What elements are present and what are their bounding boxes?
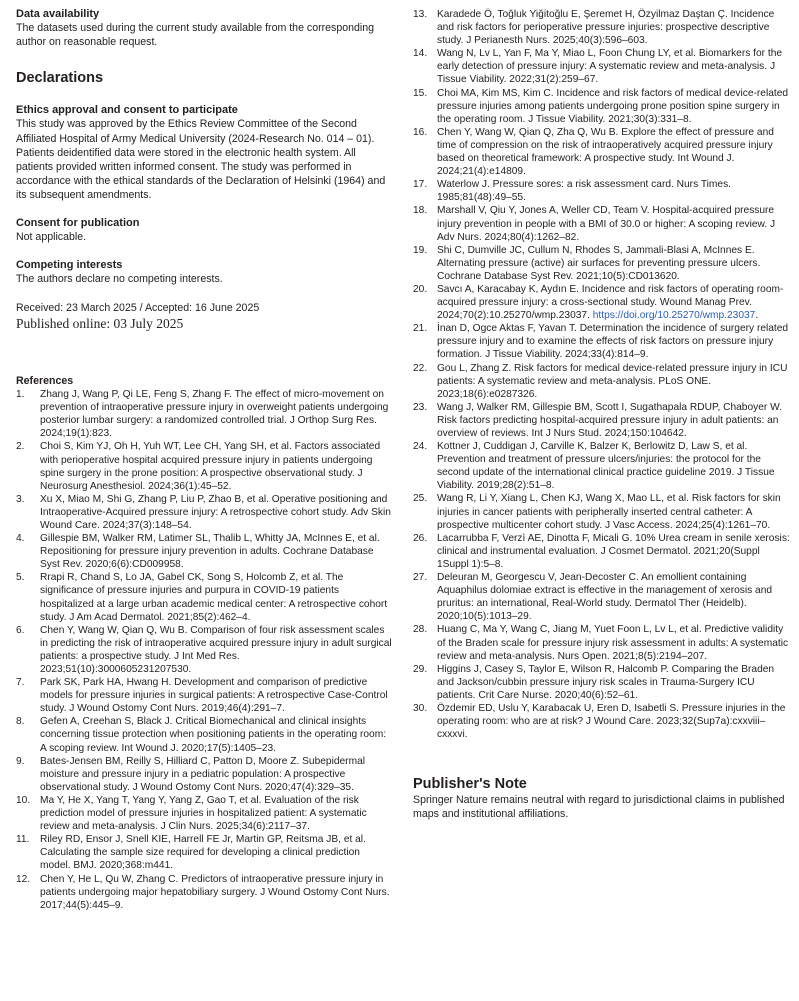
references-heading: References (16, 375, 74, 388)
reference-number: 17. (413, 179, 428, 191)
received-accepted-line: Received: 23 March 2025 / Accepted: 16 June 2025 (16, 302, 260, 315)
references-list-right (413, 8, 791, 741)
reference-number: 11. (16, 834, 30, 846)
reference-item (16, 571, 392, 623)
reference-item (16, 532, 392, 571)
reference-text: Bates-Jensen BM, Reilly S, Hilliard C, Patton D, Moore Z. Subepidermal moisture and pressure injury in a pediatric population: A prospective observational study. J Wound Ostomy Cont Nurs. 2020;47(4):329–35. (40, 755, 365, 793)
reference-number: 2. (16, 441, 25, 453)
reference-text: Chen Y, Wang W, Qian Q, Wu B. Comparison of four risk assessment scales in predicting the risk of intraoperative acquired pressure injury in adult surgical patients: a prospective study. J Int Med Res. 2023;51(10):3000605231207530. (40, 624, 392, 675)
reference-item (16, 388, 392, 440)
reference-text: İnan D, Ogce Aktas F, Yavan T. Determination the incidence of surgery related pressure injury and to examine the effects of risk factors on pressure injury formation. J Tissue Viability. 2024;33(4):814–9. (437, 323, 789, 361)
reference-text: Choi S, Kim YJ, Oh H, Yuh WT, Lee CH, Yang SH, et al. Factors associated with perioperative hospital acquired pressure injury in patients undergoing spine surgery in the prone position: A prospective observational study. J Neurosurg Anesthesiol. 2024;36(1):45–52. (40, 441, 381, 492)
reference-text: Park SK, Park HA, Hwang H. Development and comparison of predictive models for pressure injuries in surgical patients: A retrospective Case-Control study. J Wound Ostomy Cont Nurs. 2019;46(4):291–7. (40, 677, 388, 715)
reference-number: 27. (413, 572, 428, 584)
reference-item (16, 755, 392, 794)
publishers-note-text: Springer Nature remains neutral with regard to jurisdictional claims in published maps and institutional affiliations. (413, 794, 785, 821)
references-list-left (16, 388, 392, 912)
reference-text: Waterlow J. Pressure sores: a risk assessment card. Nurs Times. 1985;81(48):49–55. (437, 179, 732, 204)
reference-item (413, 204, 791, 243)
reference-number: 13. (413, 9, 428, 20)
reference-text: Deleuran M, Georgescu V, Jean-Decoster C. An emollient containing Aquaphilus dolomiae extract is effective in the management of xerosis and pruritus: an international, Real-World study. Dermatol Ther (Heidelb). 2020;10(5):1013–29. (437, 572, 773, 623)
reference-item (413, 532, 791, 571)
reference-number: 8. (16, 716, 25, 728)
reference-item (16, 440, 392, 492)
reference-number: 19. (413, 244, 428, 256)
reference-text: Kottner J, Cuddigan J, Carville K, Balzer K, Berlowitz D, Law S, et al. Prevention and treatment of pressure ulcers/injuries: the protocol for the second update of the international clinical practice guideline 2019. J Tissue Viability. 2019;28(2):51–8. (437, 441, 775, 492)
reference-text: Wang N, Lv L, Yan F, Ma Y, Miao L, Foon Chung LY, et al. Biomarkers for the early detection of pressure injury: A systematic review and meta-analysis. J Tissue Viability. 2022;31(2):259–67. (437, 48, 783, 86)
reference-item (413, 47, 791, 86)
reference-number: 21. (413, 323, 428, 335)
declarations-heading: Declarations (16, 70, 104, 87)
reference-item (16, 833, 392, 872)
reference-item (413, 401, 791, 440)
reference-text: Wang R, Li Y, Xiang L, Chen KJ, Wang X, Mao LL, et al. Risk factors for skin injuries in cancer patients with peripherally inserted central catheter: A prospective multicenter cohort study. J Vasc Access. 2024;25(4):1261–70. (437, 493, 781, 531)
consent-text: Not applicable. (16, 230, 87, 243)
reference-item (413, 623, 791, 662)
reference-number: 1. (16, 389, 25, 401)
reference-item (413, 702, 791, 741)
reference-text: Karadede Ö, Toğluk Yiğitoğlu E, Şeremet H, Özyilmaz Daştan Ç. Incidence and risk factors for perioperative pressure injuries: prospective descriptive study. J Perianesth Nurs. 2025;40(3):596–603. (437, 9, 775, 47)
reference-number: 25. (413, 493, 428, 505)
reference-text: Xu X, Miao M, Shi G, Zhang P, Liu P, Zhao B, et al. Operative positioning and Intraoperative-Acquired pressure injury: A retrospective cohort study. Adv Skin Wound Care. 2024;37(3):148–54. (40, 493, 391, 531)
reference-number: 6. (16, 624, 25, 636)
reference-number: 10. (16, 794, 31, 806)
reference-text: Rrapi R, Chand S, Lo JA, Gabel CK, Song S, Holcomb Z, et al. The significance of pressure injuries and purpura in COVID-19 patients hospitalized at a large urban academic medical center: A retrospective cohort study. J Am Acad Dermatol. 2021;85(2):462–4. (40, 572, 388, 623)
reference-number: 20. (413, 283, 428, 295)
reference-number: 16. (413, 126, 428, 138)
reference-text: Huang C, Ma Y, Wang C, Jiang M, Yuet Foon L, Lv L, et al. Predictive validity of the Braden scale for pressure injury risk assessment in adults: A systematic review and meta-analysis. Nurs Open. 2021;8(5):2194–207. (437, 624, 789, 662)
reference-number: 24. (413, 441, 428, 453)
reference-item (413, 571, 791, 623)
reference-number: 14. (413, 48, 428, 60)
publishers-note-heading: Publisher's Note (413, 776, 527, 793)
reference-number: 30. (413, 702, 428, 714)
data-availability-text: The datasets used during the current study available from the corresponding author on reasonable request. (16, 22, 375, 49)
reference-item (413, 663, 791, 702)
data-availability-heading: Data availability (16, 8, 100, 20)
reference-number: 5. (16, 572, 25, 584)
published-online-line: Published online: 03 July 2025 (16, 316, 184, 332)
competing-interests-text: The authors declare no competing interests. (16, 272, 223, 285)
reference-text: Ma Y, He X, Yang T, Yang Y, Yang Z, Gao T, et al. Evaluation of the risk prediction model of pressure injuries in hospitalized patient: A systematic review and meta-analysis. J Clin Nurs. 2025;34(6):2117–37. (40, 794, 367, 833)
reference-number: 7. (16, 677, 25, 689)
reference-text: Choi MA, Kim MS, Kim C. Incidence and risk factors of medical device-related pressure injuries among patients undergoing prone position spine surgery in the operating room. J Tissue Viability. 2021;30(3):331–8. (437, 87, 789, 125)
ethics-text: This study was approved by the Ethics Review Committee of the Second Affiliated Hospital of Army Medical University (2024-Research No. 014 – 01). Patients deidentified data were stored in the electronic health system. All patients provided written informed consent. The study was performed in accordance with the ethical standards of the Declaration of Helsinki (1964) and its subsequent amendments. (16, 118, 386, 202)
reference-text: Chen Y, Wang W, Qian Q, Zha Q, Wu B. Explore the effect of pressure and time of compression on the risk of intraoperatively acquired pressure injury based on theoretical framework: A prospective study. Int Wound J. 2024;21(4):e14809. (437, 126, 774, 178)
consent-heading: Consent for publication (16, 216, 140, 229)
reference-item (413, 492, 791, 531)
reference-item (413, 322, 791, 361)
reference-text: Shi C, Dumville JC, Cullum N, Rhodes S, Jammali-Blasi A, McInnes E. Alternating pressure (active) air surfaces for preventing pressure ulcers. Cochrane Database Syst Rev. 2021;10(5):CD013620. (437, 244, 761, 282)
reference-text: Savcı A, Karacabay K, Aydın E. Incidence and risk factors of operating room-acquired pressure injury: a cross-sectional study. Wound Manag Prev. 2024;70(2):10.25270/wmp.23037. (437, 283, 784, 322)
reference-item (16, 794, 392, 833)
reference-text: Chen Y, He L, Qu W, Zhang C. Predictors of intraoperative pressure injury in patients undergoing major hepatobiliary surgery. J Wound Ostomy Cont Nurs. 2017;44(5):445–9. (40, 873, 390, 911)
reference-text: Lacarrubba F, Verzì AE, Dinotta F, Micali G. 10% Urea cream in senile xerosis: clinical and instrumental evaluation. J Cosmet Dermatol. 2021;20(Suppl 1Suppl 1):5–8. (437, 532, 790, 570)
reference-text: Gillespie BM, Walker RM, Latimer SL, Thalib L, Whitty JA, McInnes E, et al. Repositioning for pressure injury prevention in adults. Cochrane Database Syst Rev. 2020;6(6):CD009958. (40, 533, 380, 571)
reference-item (413, 362, 791, 401)
reference-item (413, 87, 791, 126)
reference-item (16, 715, 392, 754)
reference-item (16, 873, 392, 912)
reference-text: Wang J, Walker RM, Gillespie BM, Scott I, Sugathapala RDUP, Chaboyer W. Risk factors predicting hospital-acquired pressure injury in adult patients: an overview of reviews. Int J Nurs Stud. 2024;150:104642. (437, 401, 782, 439)
ethics-heading: Ethics approval and consent to participate (16, 104, 238, 117)
reference-text: Özdemir ED, Uslu Y, Karabacak U, Eren D, Isabetli S. Pressure injuries in the operating room: who are at risk? J Wound Care. 2023;32(Sup7a):cxxviii–cxxxvi. (437, 702, 786, 741)
reference-number: 22. (413, 362, 428, 374)
reference-number: 29. (413, 663, 428, 675)
reference-item (16, 493, 392, 532)
reference-text: Gefen A, Creehan S, Black J. Critical Biomechanical and clinical insights concerning tissue protection when positioning patients in the operating room: A scoping review. Int Wound J. 2020;17(5):1405–23. (40, 716, 387, 754)
reference-number: 28. (413, 624, 428, 636)
reference-item (413, 126, 791, 178)
reference-number: 18. (413, 205, 428, 217)
reference-text: Higgins J, Casey S, Taylor E, Wilson R, Halcomb P. Comparing the Braden and Jackson/cubbin pressure injury risk scales in Trauma-Surgery ICU patients. Crit Care Nurse. 2020;40(6):52–61. (437, 663, 775, 701)
reference-text: Zhang J, Wang P, Qi LE, Feng S, Zhang F. The effect of micro-movement on prevention of intraoperative pressure injury in overweight patients undergoing posterior lumbar surgery: a randomized controlled trial. J Orthop Surg Res. 2024;19(1):823. (40, 389, 389, 440)
left-column (16, 8, 392, 912)
reference-item (413, 244, 791, 283)
reference-number: 26. (413, 532, 428, 544)
reference-item (413, 178, 791, 204)
reference-item (413, 8, 791, 47)
doi-link[interactable]: https://doi.org/10.25270/wmp.23037 (592, 310, 756, 322)
reference-item (16, 624, 392, 676)
reference-number: 12. (16, 873, 31, 885)
reference-item (16, 676, 392, 715)
reference-text: Riley RD, Ensor J, Snell KIE, Harrell FE Jr, Martin GP, Reitsma JB, et al. Calculating the sample size required for developing a clinical prediction model. BMJ. 2020;368:m441. (40, 834, 366, 872)
competing-interests-heading: Competing interests (16, 258, 123, 271)
reference-number: 15. (413, 87, 428, 99)
reference-text: Gou L, Zhang Z. Risk factors for medical device-related pressure injury in ICU patients: A systematic review and meta-analysis. PLoS ONE. 2023;18(6):e0287326. (437, 362, 788, 400)
reference-item (413, 440, 791, 492)
reference-tail: . (755, 310, 759, 322)
reference-number: 23. (413, 401, 428, 413)
reference-text: Marshall V, Qiu Y, Jones A, Weller CD, Team V. Hospital-acquired pressure injury prevention in people with a BMI of 30.0 or higher: A scoping review. J Adv Nurs. 2024;80(4):1262–82. (437, 205, 776, 243)
right-column (413, 8, 791, 822)
reference-item (413, 283, 791, 322)
reference-number: 4. (16, 533, 25, 545)
reference-number: 9. (16, 755, 25, 767)
reference-number: 3. (16, 493, 25, 505)
